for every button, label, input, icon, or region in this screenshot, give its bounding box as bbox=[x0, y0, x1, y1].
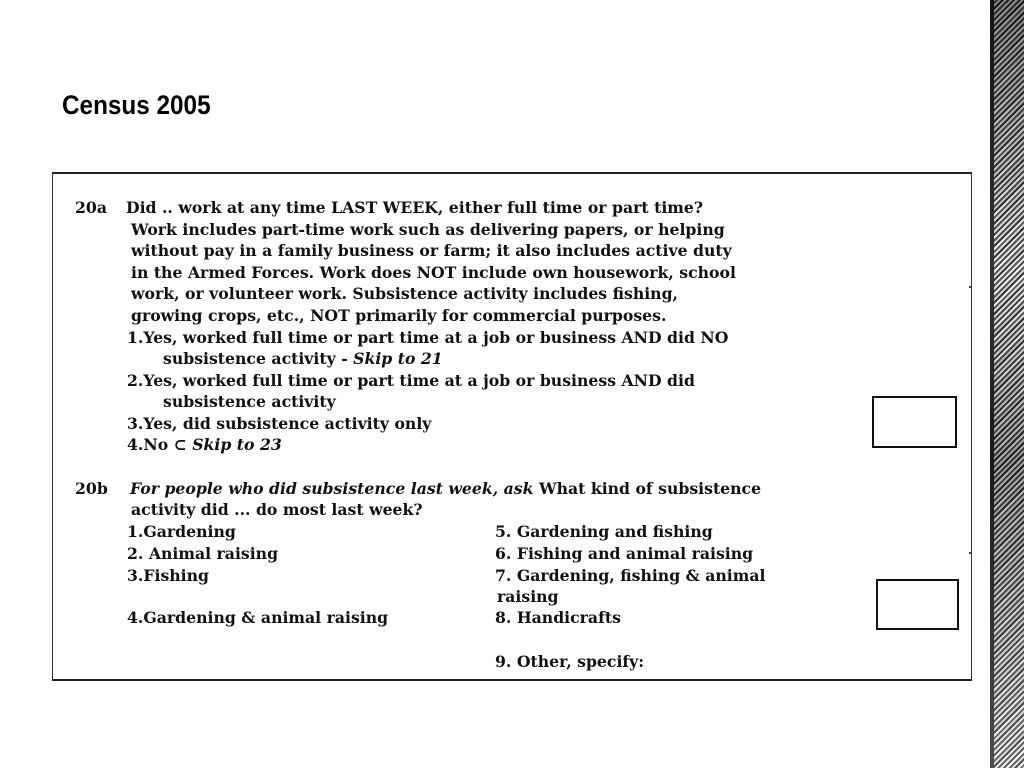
option-20b-2 bbox=[127, 544, 278, 564]
option-20a-4 bbox=[127, 435, 282, 455]
option-number: 2. bbox=[127, 544, 144, 563]
option-number: 5. bbox=[495, 522, 512, 541]
option-text: Gardening & animal raising bbox=[143, 608, 389, 627]
option-20b-7 bbox=[495, 566, 765, 586]
option-number: 9. bbox=[495, 652, 512, 671]
option-number: 8. bbox=[495, 608, 512, 627]
option-text: Gardening, fishing & animal bbox=[511, 566, 766, 585]
option-number: 4. bbox=[127, 435, 144, 454]
skip-instruction: Skip to 23 bbox=[192, 435, 282, 454]
slide-title: Census 2005 bbox=[62, 90, 211, 120]
option-text: Handicrafts bbox=[511, 608, 621, 627]
option-text: No ⊂ bbox=[143, 435, 193, 454]
question-20a-line: in the Armed Forces. Work does NOT include own housework, school bbox=[131, 263, 736, 282]
option-text: Fishing bbox=[143, 566, 210, 585]
scan-mark bbox=[969, 552, 972, 554]
option-20a-2 bbox=[127, 371, 695, 391]
question-20a-line: Work includes part-time work such as delivering papers, or helping bbox=[131, 220, 725, 239]
option-number: 1. bbox=[127, 328, 144, 347]
question-20a-line: without pay in a family business or farm; it also includes active duty bbox=[131, 241, 732, 260]
option-20b-1 bbox=[127, 522, 236, 542]
question-20a-line: work, or volunteer work. Subsistence activity includes fishing, bbox=[131, 284, 679, 303]
option-text: subsistence activity - bbox=[163, 349, 354, 368]
decorative-side-strip bbox=[990, 0, 1024, 768]
question-20b-line: activity did ... do most last week? bbox=[131, 500, 423, 519]
question-20b-number: 20b bbox=[75, 479, 108, 498]
option-number: 3. bbox=[127, 566, 144, 585]
option-text: Gardening bbox=[143, 522, 236, 541]
question-20a-number: 20a bbox=[75, 198, 107, 217]
option-20b-5 bbox=[495, 522, 713, 542]
answer-box-20a[interactable] bbox=[872, 396, 957, 448]
skip-instruction: Skip to 21 bbox=[353, 349, 443, 368]
option-number: 1. bbox=[127, 522, 144, 541]
question-20a-line: growing crops, etc., NOT primarily for commercial purposes. bbox=[131, 306, 667, 325]
option-number: 3. bbox=[127, 414, 144, 433]
answer-box-20b[interactable] bbox=[876, 579, 959, 630]
option-20b-4 bbox=[127, 608, 388, 628]
option-number: 6. bbox=[495, 544, 512, 563]
option-text: Gardening and fishing bbox=[511, 522, 713, 541]
option-20a-1 bbox=[127, 328, 728, 348]
question-text: What kind of subsistence bbox=[533, 479, 762, 498]
option-20a-2-cont: subsistence activity bbox=[163, 392, 336, 411]
option-20a-3 bbox=[127, 414, 431, 434]
option-20a-1-cont bbox=[163, 349, 443, 369]
scan-mark bbox=[969, 286, 972, 288]
option-20b-9 bbox=[495, 652, 644, 672]
interviewer-instruction: For people who did subsistence last week, ask bbox=[130, 479, 534, 498]
option-text: Animal raising bbox=[143, 544, 279, 563]
option-20b-3 bbox=[127, 566, 209, 586]
option-20b-6 bbox=[495, 544, 753, 564]
option-text: Yes, worked full time or part time at a job or business AND did bbox=[143, 371, 695, 390]
option-text: Fishing and animal raising bbox=[511, 544, 754, 563]
option-number: 7. bbox=[495, 566, 512, 585]
option-number: 2. bbox=[127, 371, 144, 390]
option-text: Other, specify: bbox=[511, 652, 645, 671]
option-20b-7-cont: raising bbox=[497, 587, 559, 606]
option-20b-8 bbox=[495, 608, 621, 628]
census-form-excerpt bbox=[52, 172, 972, 681]
question-20a-line: Did .. work at any time LAST WEEK, either full time or part time? bbox=[126, 198, 704, 217]
option-number: 4. bbox=[127, 608, 144, 627]
option-text: Yes, did subsistence activity only bbox=[143, 414, 432, 433]
question-20b-line bbox=[130, 479, 761, 499]
option-text: Yes, worked full time or part time at a job or business AND did NO bbox=[143, 328, 729, 347]
